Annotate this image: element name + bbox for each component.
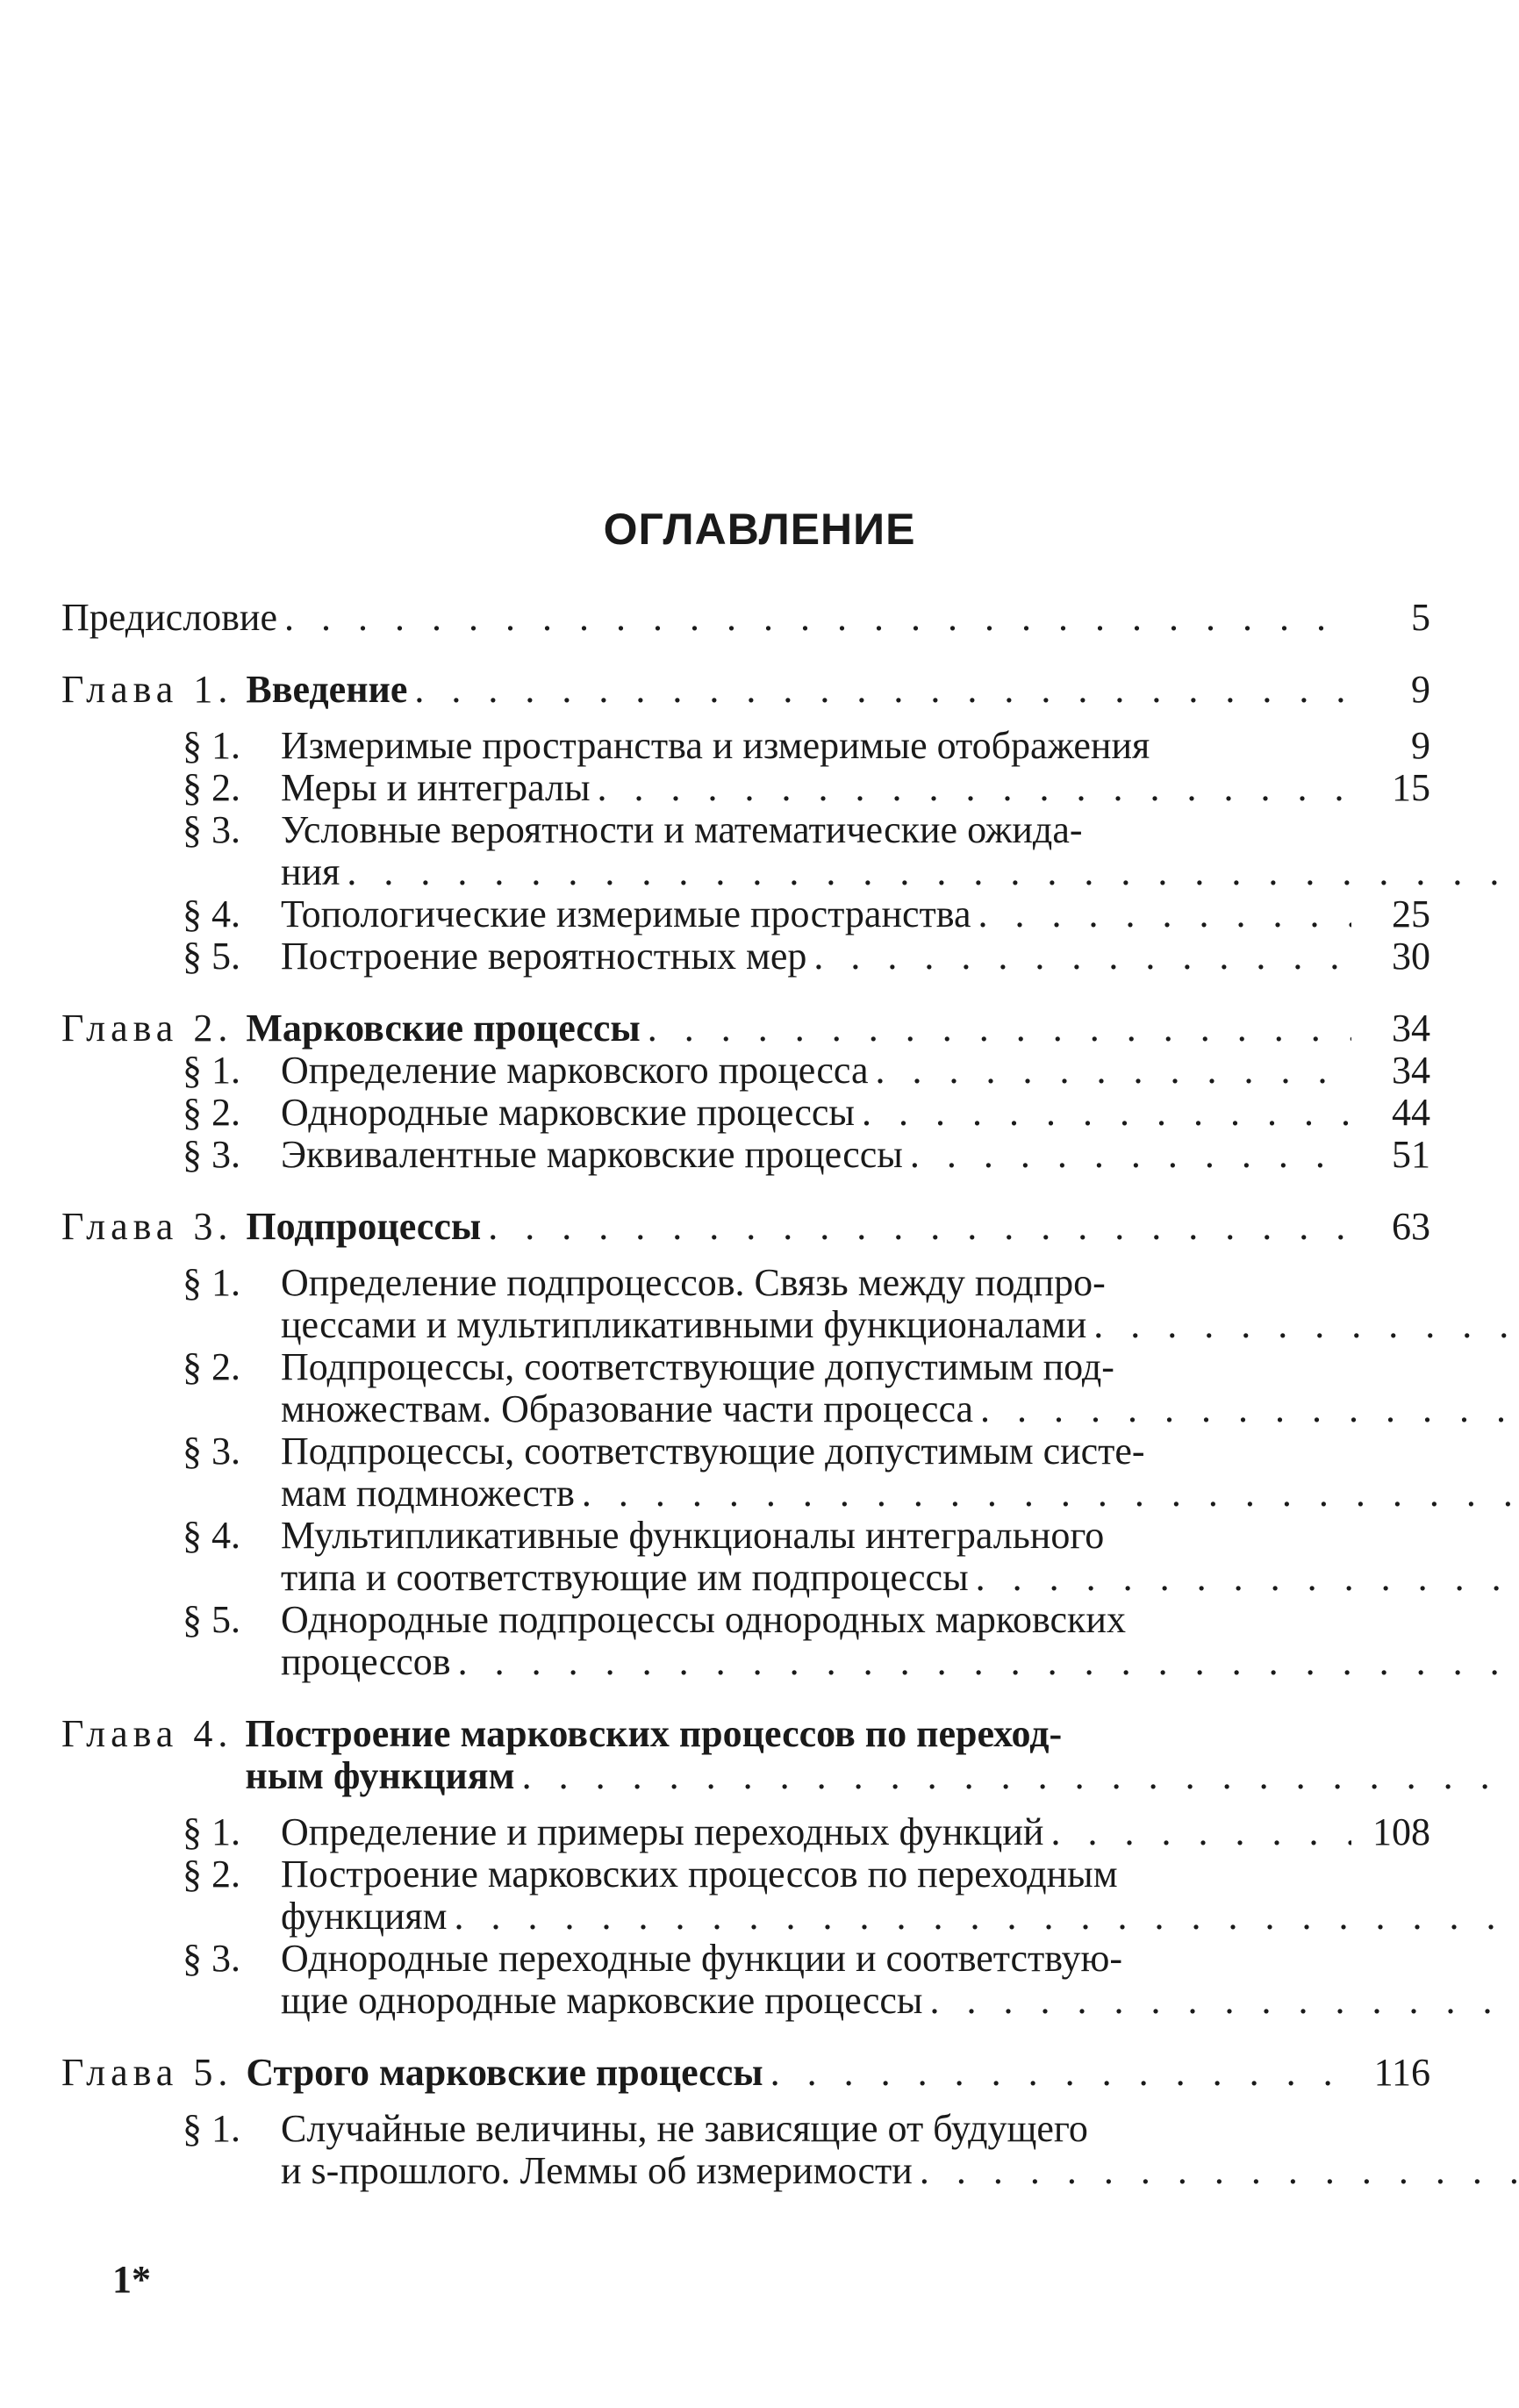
chapter-prefix: Глава 4. (61, 1712, 233, 1755)
page-number: 5 (1411, 596, 1430, 639)
dot-leader (455, 1896, 1519, 1938)
chapter-prefix: Глава 3. (61, 1206, 233, 1248)
section-number: § 2. (183, 1345, 240, 1388)
section-number: § 1. (183, 2107, 240, 2150)
toc-section[interactable] (61, 1134, 1430, 1176)
dot-leader (648, 1007, 1351, 1050)
toc-chapter-2[interactable] (61, 1007, 1430, 1050)
toc-chapter-1[interactable] (61, 669, 1430, 711)
toc-chapter-5[interactable] (61, 2052, 1430, 2094)
section-number: § 3. (183, 1430, 240, 1473)
toc-section[interactable] (61, 725, 1430, 767)
signature-mark: 1* (112, 2258, 151, 2301)
toc-chapter-3[interactable] (61, 1206, 1430, 1248)
section-number: § 4. (183, 892, 240, 935)
dot-leader (488, 1206, 1351, 1248)
section-title: Однородные марковские процессы (281, 1092, 855, 1134)
toc-section[interactable] (61, 1346, 1430, 1430)
dot-leader (347, 851, 1519, 893)
section-number: § 3. (183, 808, 240, 851)
page-number: 116 (1373, 2051, 1430, 2094)
dot-leader (1093, 1304, 1519, 1346)
page-number: 44 (1392, 1091, 1430, 1134)
chapter-prefix: Глава 2. (61, 1007, 233, 1050)
chapter-title: Марковские процессы (246, 1007, 641, 1050)
dot-leader (929, 1980, 1519, 2022)
chapter-title-line: Построение марковских процессов по переход- (245, 1712, 1063, 1755)
dot-leader (813, 935, 1351, 978)
page-number: 30 (1392, 935, 1430, 978)
section-number: § 4. (183, 1514, 240, 1557)
section-title-line: Определение подпроцессов. Связь между подпро- (281, 1261, 1106, 1304)
section-title-line: Однородные переходные функции и соответствую- (281, 1937, 1123, 1980)
toc-section[interactable] (61, 2108, 1430, 2192)
dot-leader (980, 1388, 1519, 1430)
toc-section[interactable] (61, 1853, 1430, 1938)
section-title-line: функциям (281, 1896, 448, 1938)
section-number: § 1. (183, 1049, 240, 1092)
page-number: 9 (1411, 668, 1430, 711)
toc-section[interactable] (61, 1599, 1430, 1683)
section-number: § 1. (183, 1810, 240, 1853)
section-title-line: Построение марковских процессов по переходным (281, 1853, 1118, 1896)
section-number: § 3. (183, 1937, 240, 1980)
section-title-line: типа и соответствующие им подпроцессы (281, 1557, 969, 1599)
toc-section[interactable] (61, 893, 1430, 935)
section-title: Измеримые пространства и измеримые отображения (281, 725, 1150, 767)
section-title-line: множествам. Образование части процесса (281, 1388, 974, 1430)
page-number: 9 (1411, 724, 1430, 767)
dot-leader (876, 1050, 1352, 1092)
section-title: Топологические измеримые пространства (281, 893, 971, 935)
section-number: § 2. (183, 766, 240, 809)
section-title-line: Мультипликативные функционалы интегрального (281, 1514, 1105, 1557)
section-title-line: Случайные величины, не зависящие от будущего (281, 2107, 1088, 2150)
section-title: Определение и примеры переходных функций (281, 1811, 1044, 1853)
section-title: Эквивалентные марковские процессы (281, 1134, 903, 1176)
toc-section[interactable] (61, 767, 1430, 809)
page-title: ОГЛАВЛЕНИЕ (603, 505, 916, 554)
toc-section[interactable] (61, 1938, 1430, 2022)
dot-leader (582, 1473, 1519, 1515)
dot-leader (910, 1134, 1351, 1176)
chapter-prefix: Глава 1. (61, 669, 233, 711)
section-number: § 2. (183, 1091, 240, 1134)
chapter-title: Введение (246, 669, 408, 711)
toc-section[interactable] (61, 1811, 1430, 1853)
dot-leader (598, 767, 1351, 809)
chapter-prefix: Глава 5. (61, 2052, 233, 2094)
dot-leader (920, 2150, 1519, 2192)
toc-section[interactable] (61, 1050, 1430, 1092)
section-number: § 5. (183, 1598, 240, 1641)
page-number: 51 (1392, 1133, 1430, 1176)
dot-leader (862, 1092, 1351, 1134)
section-title-line: Однородные подпроцессы однородных марковских (281, 1598, 1126, 1641)
chapter-title: Подпроцессы (246, 1206, 482, 1248)
dot-leader (284, 597, 1351, 639)
dot-leader (1050, 1811, 1351, 1853)
toc-section[interactable] (61, 1515, 1430, 1599)
toc-section[interactable] (61, 809, 1430, 893)
page-number: 34 (1392, 1049, 1430, 1092)
dot-leader (458, 1641, 1519, 1683)
dot-leader (770, 2052, 1351, 2094)
section-number: § 1. (183, 724, 240, 767)
section-title-line: мам подмножеств (281, 1473, 575, 1515)
page-number: 108 (1372, 1810, 1430, 1853)
section-title-line: Условные вероятности и математические ожида- (281, 808, 1083, 851)
page-number: 34 (1392, 1007, 1430, 1050)
table-of-contents (61, 597, 1430, 2192)
section-title: Построение вероятностных мер (281, 935, 807, 978)
section-title-line: цессами и мультипликативными функционалами (281, 1304, 1087, 1346)
toc-section[interactable] (61, 1430, 1430, 1515)
toc-section[interactable] (61, 1092, 1430, 1134)
section-title-line: Подпроцессы, соответствующие допустимым под- (281, 1345, 1114, 1388)
dot-leader (976, 1557, 1519, 1599)
page-number: 25 (1392, 892, 1430, 935)
chapter-title: Строго марковские процессы (246, 2052, 763, 2094)
toc-chapter-4[interactable] (61, 1713, 1430, 1797)
section-number: § 3. (183, 1133, 240, 1176)
section-number: § 2. (183, 1853, 240, 1896)
section-title: Определение марковского процесса (281, 1050, 869, 1092)
entry-label: Предисловие (61, 597, 277, 639)
page-number: 15 (1392, 766, 1430, 809)
section-title-line: процессов (281, 1641, 451, 1683)
toc-entry-preface[interactable] (61, 597, 1430, 639)
toc-section[interactable] (61, 1262, 1430, 1346)
section-title: Меры и интегралы (281, 767, 591, 809)
dot-leader (978, 893, 1351, 935)
toc-section[interactable] (61, 935, 1430, 978)
page-number: 63 (1392, 1205, 1430, 1248)
dot-leader (414, 669, 1351, 711)
section-title-line: и s-прошлого. Леммы об измеримости (281, 2150, 913, 2192)
section-number: § 5. (183, 935, 240, 978)
section-title-line: Подпроцессы, соответствующие допустимым систе- (281, 1430, 1145, 1473)
chapter-title-line: ным функциям (245, 1755, 515, 1797)
section-title-line: ния (281, 851, 340, 893)
section-number: § 1. (183, 1261, 240, 1304)
dot-leader (522, 1755, 1519, 1797)
section-title-line: щие однородные марковские процессы (281, 1980, 923, 2022)
